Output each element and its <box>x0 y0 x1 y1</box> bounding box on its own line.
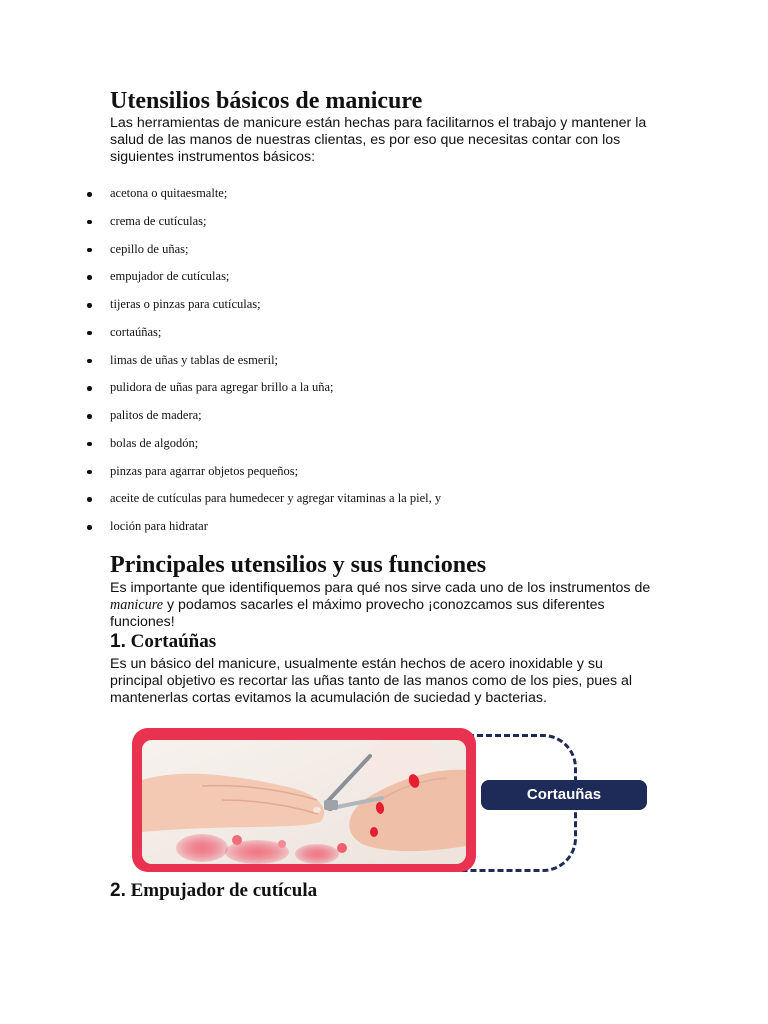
item-number: 1. <box>110 631 126 652</box>
list-item: bolas de algodón; <box>0 430 700 458</box>
tools-list <box>0 180 700 541</box>
item-number: 2. <box>110 880 126 901</box>
item-title: Cortaúñas <box>130 631 217 652</box>
list-item: tijeras o pinzas para cutículas; <box>0 291 700 319</box>
item-heading-empujador <box>110 880 317 902</box>
list-item: loción para hidratar <box>0 513 700 541</box>
intro-text-start: Es importante que identifiquemos para qué nos sirve cada uno de los instrumentos de <box>110 580 651 596</box>
manicure-illustration <box>142 740 466 864</box>
section-title-basic-tools: Utensilios básicos de manicure <box>110 88 423 114</box>
list-item: pinzas para agarrar objetos pequeños; <box>0 458 700 486</box>
list-item: crema de cutículas; <box>0 208 700 236</box>
cortaunas-label-tag: Cortauñas <box>481 780 647 810</box>
nail-clipper-photo <box>142 740 466 864</box>
list-item: cepillo de uñas; <box>0 236 700 264</box>
cortaunas-figure <box>132 728 652 874</box>
section-intro-basic-tools: Las herramientas de manicure están hechas para facilitarnos el trabajo y mantener la salud de las manos de nuestras clientas, es por eso que necesitas contar con los siguientes instrumentos básicos: <box>110 115 647 165</box>
list-item: palitos de madera; <box>0 402 700 430</box>
intro-emphasis: manicure <box>110 597 164 613</box>
list-item: pulidora de uñas para agregar brillo a la uña; <box>0 374 700 402</box>
item-title: Empujador de cutícula <box>130 880 318 901</box>
list-item: aceite de cutículas para humedecer y agregar vitaminas a la piel, y <box>0 485 700 513</box>
list-item: limas de uñas y tablas de esmeril; <box>0 347 700 375</box>
item-heading-cortaunas <box>110 631 216 653</box>
intro-text-end: y podamos sacarles el máximo provecho ¡conozcamos sus diferentes funciones! <box>110 597 605 630</box>
list-item: empujador de cutículas; <box>0 263 700 291</box>
item-description-cortaunas: Es un básico del manicure, usualmente están hechos de acero inoxidable y su principal objetivo es recortar las uñas tanto de las manos como de los pies, pues al mantenerlas cortas evitamos la acumulación de suciedad y bacterias. <box>110 656 633 706</box>
section-intro-main-tools <box>110 580 670 631</box>
list-item: acetona o quitaesmalte; <box>0 180 700 208</box>
section-title-main-tools: Principales utensilios y sus funciones <box>110 552 487 578</box>
list-item: cortaúñas; <box>0 319 700 347</box>
photo-frame <box>132 728 476 872</box>
